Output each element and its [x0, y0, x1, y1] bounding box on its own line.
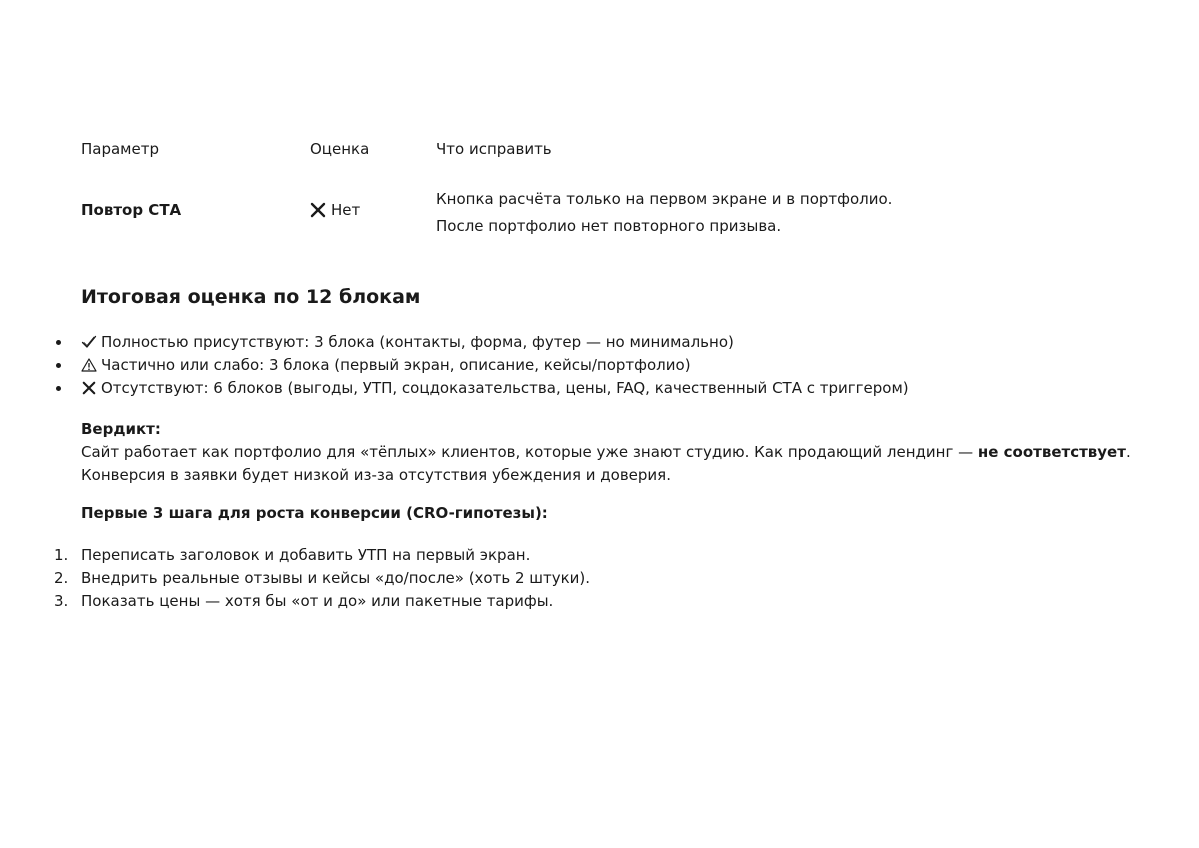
list-item-text: Полностью присутствуют: 3 блока (контакты, форма, футер — но минимально) — [101, 333, 734, 351]
bullet-dot — [56, 340, 61, 345]
verdict-block — [81, 418, 1141, 487]
list-item — [0, 590, 590, 613]
warning-icon — [81, 358, 97, 372]
list-item-text: Отсутствуют: 6 блоков (выгоды, УТП, соцдоказательства, цены, FAQ, качественный СТА с триггером) — [101, 379, 909, 397]
bullet-dot — [56, 386, 61, 391]
step-number: 1. — [54, 546, 69, 564]
step-text: Внедрить реальные отзывы и кейсы «до/после» (хоть 2 штуки). — [81, 569, 591, 587]
header-param: Параметр — [81, 140, 159, 158]
list-item — [0, 567, 590, 590]
table-header — [81, 140, 1131, 160]
x-icon — [81, 381, 97, 395]
verdict-line — [81, 441, 1141, 464]
check-icon — [81, 335, 97, 349]
list-item — [0, 354, 909, 377]
list-item — [0, 331, 909, 354]
list-item — [0, 544, 590, 567]
header-fix: Что исправить — [436, 140, 552, 158]
list-item — [0, 377, 909, 400]
verdict-emphasis: не соответствует — [977, 443, 1126, 461]
summary-heading: Итоговая оценка по 12 блокам — [81, 286, 421, 308]
verdict-text: Сайт работает как портфолио для «тёплых» клиентов, которые уже знают студию. Как продающий лендинг — — [81, 443, 978, 461]
row-param: Повтор СТА — [81, 201, 182, 219]
x-icon — [310, 202, 326, 218]
step-text: Переписать заголовок и добавить УТП на первый экран. — [81, 546, 531, 564]
verdict-title: Вердикт: — [81, 420, 161, 438]
list-item-text: Частично или слабо: 3 блока (первый экран, описание, кейсы/портфолио) — [101, 356, 691, 374]
row-score-label: Нет — [331, 201, 361, 219]
table-row — [81, 186, 1131, 240]
verdict-text-end: . — [1125, 443, 1131, 461]
row-fix-line: Кнопка расчёта только на первом экране и в портфолио. — [436, 190, 893, 208]
header-score: Оценка — [310, 140, 370, 158]
steps-title: Первые 3 шага для роста конверсии (CRO-гипотезы): — [81, 504, 548, 522]
step-text: Показать цены — хотя бы «от и до» или пакетные тарифы. — [81, 592, 554, 610]
bullet-dot — [56, 363, 61, 368]
row-score — [310, 201, 360, 219]
row-fix — [436, 186, 892, 240]
row-fix-line: После портфолио нет повторного призыва. — [436, 217, 782, 235]
verdict-line: Конверсия в заявки будет низкой из-за отсутствия убеждения и доверия. — [81, 466, 671, 484]
step-number: 2. — [54, 569, 69, 587]
summary-list — [0, 331, 909, 400]
steps-list — [0, 544, 590, 613]
step-number: 3. — [54, 592, 69, 610]
